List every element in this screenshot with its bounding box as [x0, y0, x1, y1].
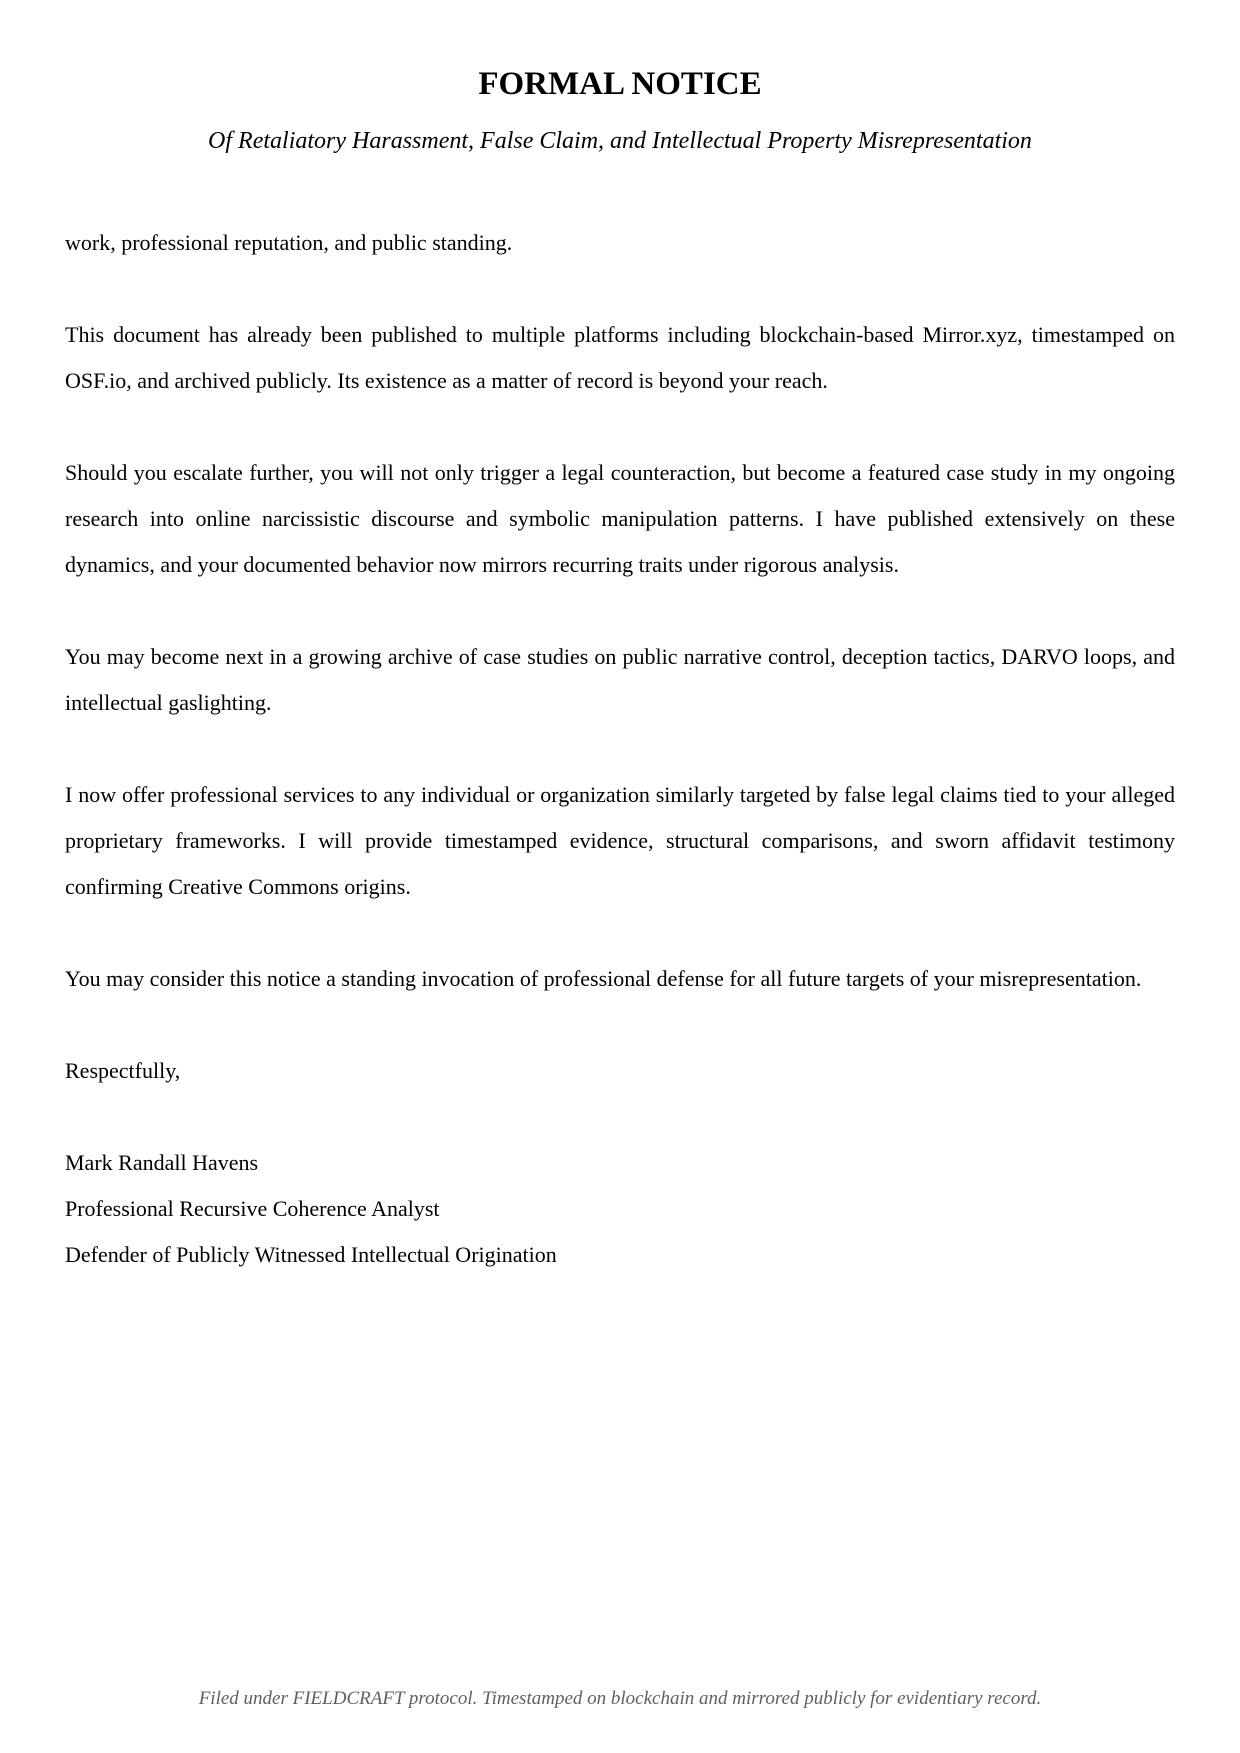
paragraph: Should you escalate further, you will not only trigger a legal counteraction, but become a featured case study in my ongoing research into online narcissistic discourse and symbolic manipulation patterns. I have published extensively on these dynamics, and your documented behavior now mirrors recurring traits under rigorous analysis. — [65, 460, 1175, 577]
signature-role-primary: Professional Recursive Coherence Analyst — [65, 1196, 440, 1221]
document-body — [65, 220, 1175, 1278]
document-title: FORMAL NOTICE — [478, 66, 762, 102]
signature-block — [65, 1140, 1175, 1278]
paragraph: You may consider this notice a standing invocation of professional defense for all future targets of your misrepresentation. — [65, 966, 1142, 991]
paragraph: You may become next in a growing archive of case studies on public narrative control, deception tactics, DARVO loops, and intellectual gaslighting. — [65, 644, 1175, 715]
paragraph: This document has already been published to multiple platforms including blockchain-based Mirror.xyz, timestamped on OSF.io, and archived publicly. Its existence as a matter of record is beyond your reach. — [65, 322, 1175, 393]
footer-note: Filed under FIELDCRAFT protocol. Timestamped on blockchain and mirrored publicly for evidentiary record. — [198, 1688, 1042, 1709]
paragraph: I now offer professional services to any individual or organization similarly targeted by false legal claims tied to your alleged proprietary frameworks. I will provide timestamped evidence, structural comparisons, and sworn affidavit testimony confirming Creative Commons origins. — [65, 782, 1175, 899]
paragraph-fragment: work, professional reputation, and public standing. — [65, 230, 513, 255]
document-subtitle: Of Retaliatory Harassment, False Claim, and Intellectual Property Misrepresentation — [208, 128, 1032, 154]
closing-salutation: Respectfully, — [65, 1058, 181, 1083]
signature-name: Mark Randall Havens — [65, 1150, 259, 1175]
signature-role-secondary: Defender of Publicly Witnessed Intellectual Origination — [65, 1242, 557, 1267]
